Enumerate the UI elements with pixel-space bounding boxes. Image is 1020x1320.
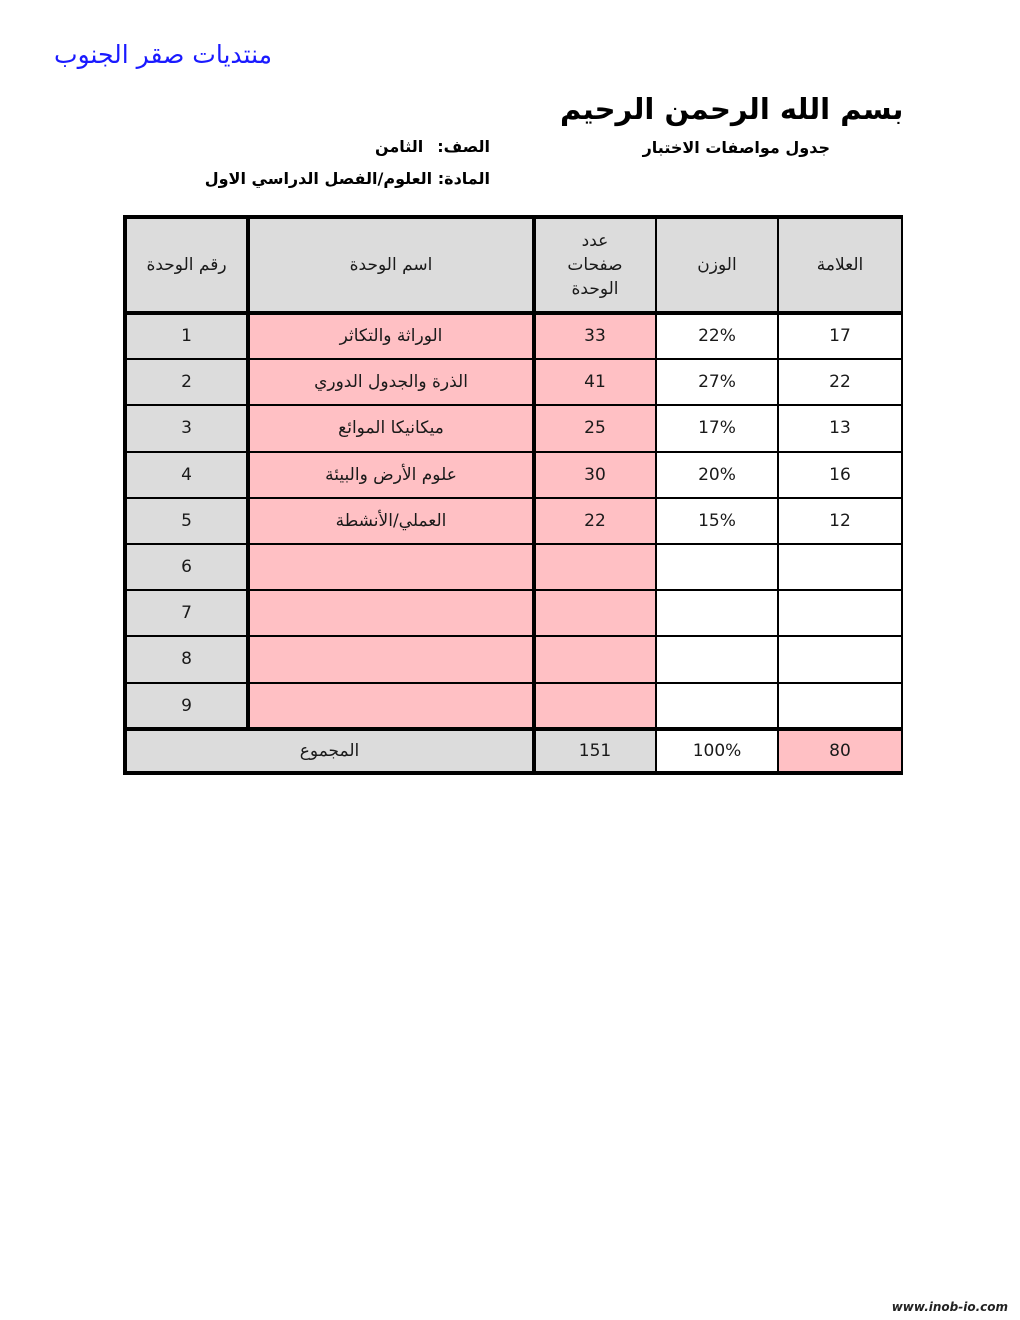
table-rule [123,217,127,773]
total-label: المجموع [125,729,534,773]
row-4-weight: 20% [656,452,778,498]
grade-label: الصف: [437,137,490,156]
header-unit-no: رقم الوحدة [125,217,248,313]
row-9-unit-no: 9 [125,683,248,729]
row-7-unit-name [248,590,534,636]
table-rule [532,217,536,773]
row-7-pages [534,590,656,636]
table-rule [901,217,903,773]
basmala-heading: بسم الله الرحمن الرحيم [560,92,904,126]
subject-line: المادة: العلوم/الفصل الدراسي الاول [204,169,490,188]
row-5-unit-name: العملي/الأنشطة [248,498,534,544]
row-5-mark: 12 [778,498,902,544]
total-weight: 100% [656,729,778,773]
table-rule [125,358,902,360]
table-rule [125,451,902,453]
table-rule [246,217,250,729]
row-3-unit-name: ميكانيكا الموائع [248,405,534,451]
row-3-mark: 13 [778,405,902,451]
row-7-weight [656,590,778,636]
row-1-weight: 22% [656,313,778,359]
row-6-unit-no: 6 [125,544,248,590]
row-4-unit-name: علوم الأرض والبيئة [248,452,534,498]
table-rule [123,771,903,775]
row-8-unit-name [248,636,534,682]
total-pages: 151 [534,729,656,773]
row-1-mark: 17 [778,313,902,359]
row-7-mark [778,590,902,636]
row-3-unit-no: 3 [125,405,248,451]
row-8-weight [656,636,778,682]
row-1-pages: 33 [534,313,656,359]
row-9-pages [534,683,656,729]
row-9-weight [656,683,778,729]
table-rule [125,497,902,499]
row-8-mark [778,636,902,682]
site-name: منتديات صقر الجنوب [54,40,272,69]
row-9-mark [778,683,902,729]
table-rule [777,217,779,773]
table-rule [123,311,903,315]
table-rule [125,589,902,591]
row-5-weight: 15% [656,498,778,544]
row-7-unit-no: 7 [125,590,248,636]
row-3-pages: 25 [534,405,656,451]
row-8-unit-no: 8 [125,636,248,682]
row-2-unit-name: الذرة والجدول الدوري [248,359,534,405]
table-rule [125,635,902,637]
row-2-unit-no: 2 [125,359,248,405]
row-5-unit-no: 5 [125,498,248,544]
table-rule [123,727,903,731]
row-4-mark: 16 [778,452,902,498]
row-4-unit-no: 4 [125,452,248,498]
table-rule [125,543,902,545]
header-pages: عدد صفحات الوحدة [534,217,656,313]
row-8-pages [534,636,656,682]
row-6-mark [778,544,902,590]
row-6-unit-name [248,544,534,590]
row-2-pages: 41 [534,359,656,405]
table-rule [123,215,903,219]
header-unit-name: اسم الوحدة [248,217,534,313]
spec-table-title: جدول مواصفات الاختبار [642,138,830,157]
table-rule [125,404,902,406]
total-mark: 80 [778,729,902,773]
row-5-pages: 22 [534,498,656,544]
header-mark: العلامة [778,217,902,313]
row-6-pages [534,544,656,590]
row-2-weight: 27% [656,359,778,405]
grade-line [300,137,490,156]
footer-url: www.inob-io.com [891,1300,1008,1314]
grade-value: الثامن [374,137,424,156]
row-9-unit-name [248,683,534,729]
row-1-unit-no: 1 [125,313,248,359]
row-6-weight [656,544,778,590]
row-3-weight: 17% [656,405,778,451]
row-2-mark: 22 [778,359,902,405]
row-1-unit-name: الوراثة والتكاثر [248,313,534,359]
header-weight: الوزن [656,217,778,313]
table-rule [655,217,657,773]
table-rule [125,682,902,684]
row-4-pages: 30 [534,452,656,498]
